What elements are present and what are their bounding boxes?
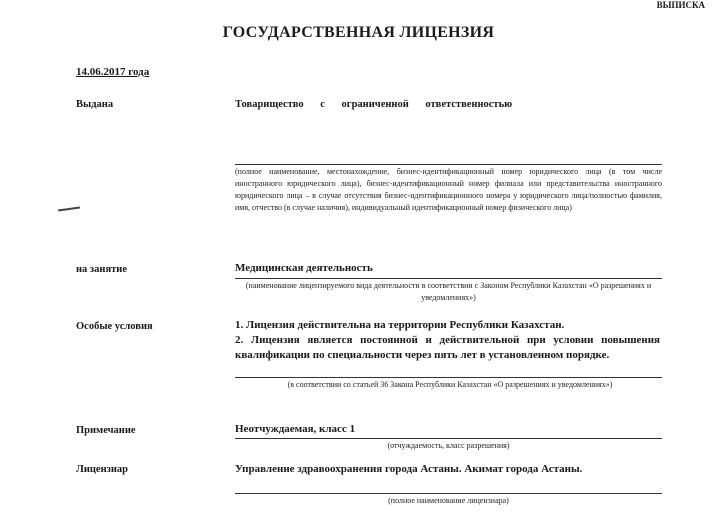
issued-rule <box>235 164 662 165</box>
activity-rule <box>235 278 662 279</box>
issued-value: Товарищество с ограниченной ответственностью <box>235 99 513 110</box>
licensor-label: Лицензиар <box>76 464 128 475</box>
corner-mark: ВЫПИСКА <box>656 0 705 10</box>
conditions-rule <box>235 377 662 378</box>
conditions-label: Особые условия <box>76 321 153 332</box>
note-label: Примечание <box>76 425 136 436</box>
activity-value: Медицинская деятельность <box>235 262 373 274</box>
document-date: 14.06.2017 года <box>76 66 150 78</box>
activity-caption: (наименование лицензируемого вида деятельности в соответствии с Законом Республики Казахстан «О разрешениях и уведомлениях») <box>245 281 652 302</box>
licensor-caption: (полное наименование лицензиара) <box>388 496 509 505</box>
conditions-line1: 1. Лицензия действительна на территории Республики Казахстан. <box>235 319 565 331</box>
note-rule <box>235 438 662 439</box>
issued-caption: (полное наименование, местонахождение, бизнес-идентификационный номер юридического лица (в том числе иностранного юридического лица), бизнес-идентификационный номер филиала или представительства иностранного юридического лица – в случае отсутствия бизнес-идентификационного номера у юридического лица/полностью фамилия, имя, отчество (в случае наличия), индивидуальный идентификационный номер физического лица) <box>235 167 662 212</box>
pen-stroke <box>58 206 80 211</box>
licensor-rule <box>235 493 662 494</box>
conditions-caption: (в соответствии со статьей 36 Закона Республики Казахстан «О разрешениях и уведомлениях») <box>287 380 613 389</box>
licensor-value: Управление здравоохранения города Астаны. Акимат города Астаны. <box>235 463 583 475</box>
activity-label: на занятие <box>76 264 127 275</box>
issued-label: Выдана <box>76 99 114 110</box>
conditions-line2: 2. Лицензия является постоянной и действительной при условии повышения квалификации по специальности через пять лет в установленном порядке. <box>235 334 660 361</box>
note-value: Неотчуждаемая, класс 1 <box>235 423 356 435</box>
note-caption: (отчуждаемость, класс разрешения) <box>387 441 510 450</box>
document-title: ГОСУДАРСТВЕННАЯ ЛИЦЕНЗИЯ <box>222 24 495 41</box>
